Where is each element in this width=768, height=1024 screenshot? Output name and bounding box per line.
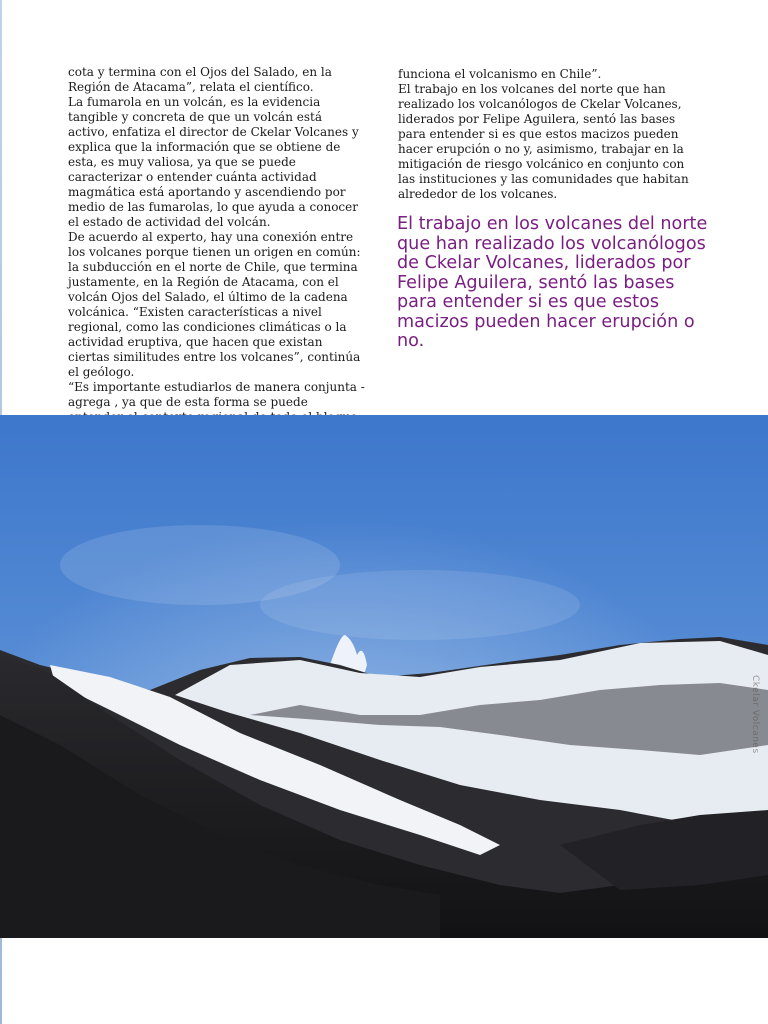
pull-quote: El trabajo en los volcanes del norte que han realizado los volcanólogos de Ckelar Volcanes, liderados por Felipe Aguilera, sentó las bases para entender si es que estos macizos pueden hacer erupción o no. [397, 214, 708, 351]
article-column-right [398, 67, 702, 202]
paragraph: funciona el volcanismo en Chile”. [398, 67, 602, 81]
photo-credit: Ckelar Volcanes [750, 675, 760, 754]
paragraph: La fumarola en un volcán, es la evidencia tangible y concreta de que un volcán está activo, enfatiza el director de Ckelar Volcanes y explica que la información que se obtiene de esta, es muy valiosa, ya que se puede caracterizar o entender cuánta actividad magmática está aportando y ascendiendo por medio de las fumarolas, lo que ayuda a conocer el estado de actividad del volcán. [68, 95, 359, 229]
paragraph: “Es importante estudiarlos de manera conjunta -agrega , ya que de esta forma se puede [68, 380, 365, 409]
article-column-left [68, 65, 366, 470]
paragraph: El trabajo en los volcanes del norte que han realizado los volcanólogos de Ckelar Volcanes, liderados por Felipe Aguilera, sentó las bases para entender si es que estos macizos pueden hacer erupción o no y, asimismo, trabajar en la mitigación de riesgo volcánico en conjunto con las instituciones y las comunidades que habitan alrededor de los volcanes. [398, 82, 689, 201]
paragraph: cota y termina con el Ojos del Salado, en la Región de Atacama”, relata el científico. [68, 65, 332, 94]
volcano-photo [0, 415, 768, 938]
paragraph: De acuerdo al experto, hay una conexión entre los volcanes porque tienen un origen en común: la subducción en el norte de Chile, que termina justamente, en la Región de Atacama, con el volcán Ojos del Salado, el último de la cadena volcánica. “Existen características a nivel regional, como las condiciones climáticas o la actividad eruptiva, que hacen que existan ciertas similitudes entre los volcanes”, continúa el geólogo. [68, 230, 361, 379]
